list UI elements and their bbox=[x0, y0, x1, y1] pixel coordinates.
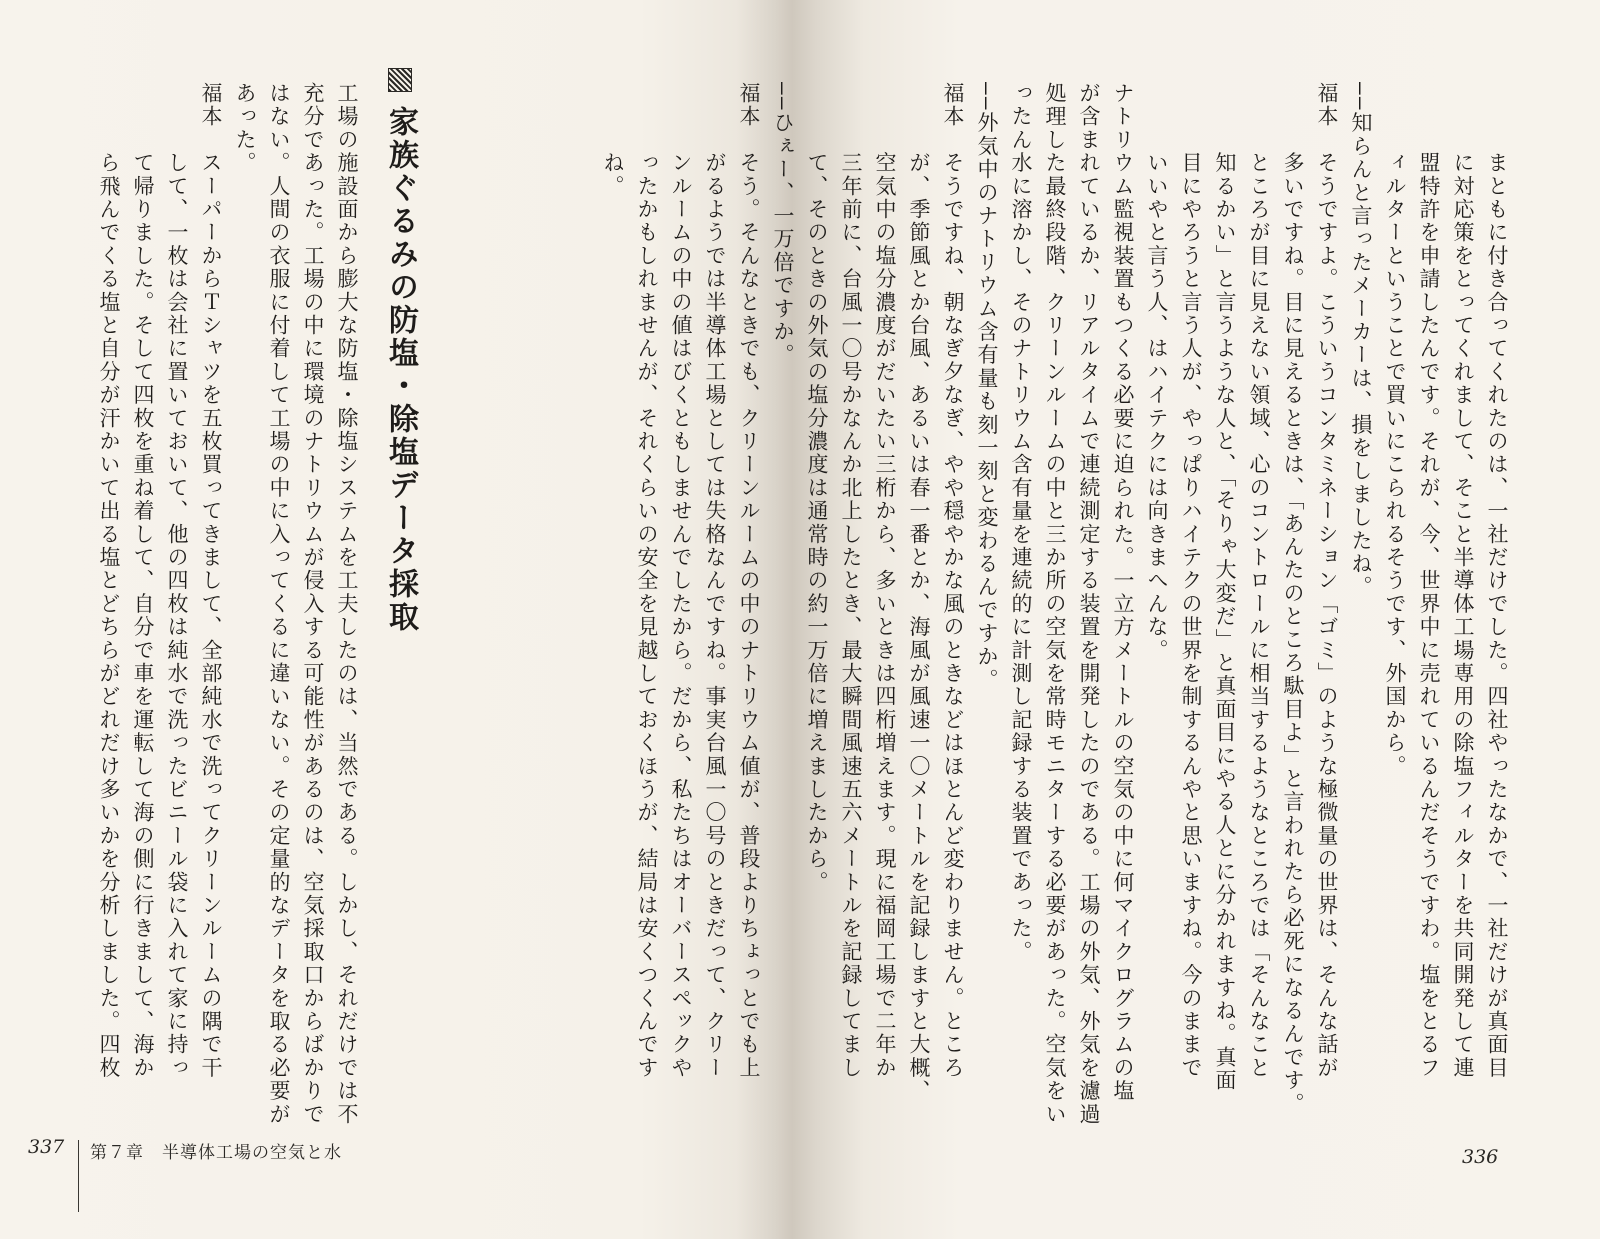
page-number-right: 336 bbox=[1462, 1146, 1499, 1168]
section-title-text: 家族ぐるみの防塩・除塩データ採取 bbox=[383, 106, 418, 634]
running-head: 第７章 半導体工場の空気と水 bbox=[90, 1143, 342, 1163]
section-title bbox=[378, 68, 422, 634]
section-marker-icon bbox=[388, 68, 412, 92]
right-page bbox=[601, 0, 1600, 1239]
footer-rule bbox=[78, 1140, 79, 1212]
page-number-left: 337 bbox=[28, 1136, 65, 1158]
right-page-body: まともに付き合ってくれたのは、一社だけでした。四社やったなかで、一社だけが真面目 に対応策をとってくれまして、そこと半導体工場専用の除塩フィルターを共同開発して連 盟特許を申請したんです。それが、今、世界中に売れているんだそうですわ。塩をとるフ ィルターということで買いにこられるそうです、外国から。 ――知らんと言ったメーカーは、損をしましたね。 福本 そうですよ。こういうコンタミネーション「ゴミ」のような極微量の世界は、そんな話が 多いですね。目に見えるときは、「あんたのところ駄目よ」と言われたら必死になるんです。 ところが目に見えない領域、心のコントロールに相当するようなところでは「そんなこと 知るかい」と言うような人と、「そりゃ大変だ」と真面目にやる人とに分かれますね。真面 目にやろうと言う人が、やっぱりハイテクの世界を制するんやと思いますね。今のままで いいやと言う人、はハイテクには向きまへんな。 ナトリウム監視装置もつくる必要に迫られた。一立方メートルの空気の中に何マイクログラムの塩 が含まれているか、リアルタイムで連続測定する装置を開発したのである。工場の外気、外気を濾過 処理した最終段階、クリーンルームの中と三か所の空気を常時モニターする必要があった。空気をい ったん水に溶かし、そのナトリウム含有量を連続的に計測し記録する装置であった。 ――外気中のナトリウム含有量も刻一刻と変わるんですか。 福本 そうですね、朝なぎ夕なぎ、やや穏やかな風のときなどはほとんど変わりません。ところ が、季節風とか台風、あるいは春一番とか、海風が風速一〇メートルを記録しますと大概、 空気中の塩分濃度がだいたい三桁から、多いときは四桁増えます。現に福岡工場で二年か 三年前に、台風一〇号かなんか北上したとき、最大瞬間風速五六メートルを記録してまし て、そのときの外気の塩分濃度は通常時の約一万倍に増えましたから。 ――ひぇー、一万倍ですか。 福本 そう。そんなときでも、クリーンルームの中のナトリウム値が、普段よりちょっとでも上 がるようでは半導体工場としては失格なんですね。事実台風一〇号のときだって、クリー ンルームの中の値はびくともしませんでしたから。だから、私たちはオーバースペックや ったかもしれませんが、それくらいの安全を見越しておくほうが、結局は安くつくんです ね。 bbox=[601, 82, 1509, 1126]
left-page-body: 工場の施設面から膨大な防塩・除塩システムを工夫したのは、当然である。しかし、それだけでは不 充分であった。工場の中に環境のナトリウムが侵入する可能性があるのは、空気採取口からばかりで はない。人間の衣服に付着して工場の中に入ってくるに違いない。その定量的なデータを取る必要が あった。 福本 スーパーからＴシャツを五枚買ってきまして、全部純水で洗ってクリーンルームの隅で干 して、一枚は会社に置いておいて、他の四枚は純水で洗ったビニール袋に入れて家に持っ て帰りました。そして四枚を重ね着して、自分で車を運転して海の側に行きまして、海か ら飛んでくる塩と自分が汗かいて出る塩とどちらがどれだけ多いかを分析しました。四枚 bbox=[97, 82, 359, 1126]
